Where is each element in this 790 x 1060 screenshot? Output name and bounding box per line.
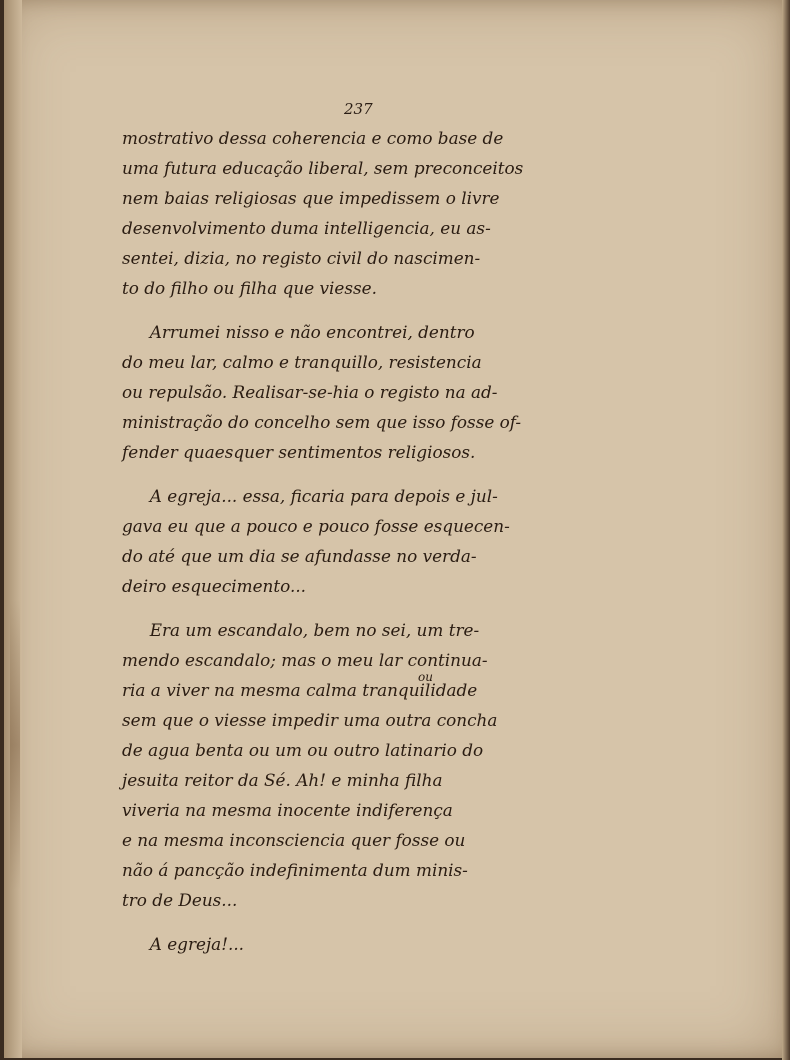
text-line: não á pancção indefinimenta dum minis- xyxy=(122,861,468,881)
text-line: fender quaesquer sentimentos religiosos. xyxy=(122,443,476,463)
manuscript-page xyxy=(4,0,782,1058)
text-line: jesuita reitor da Sé. Ah! e minha filha xyxy=(122,771,443,791)
text-line: viveria na mesma inocente indiferença xyxy=(122,801,453,821)
text-line: gava eu que a pouco e pouco fosse esquecen- xyxy=(122,517,510,537)
text-line: e na mesma inconsciencia quer fosse ou xyxy=(122,831,466,851)
text-line: sentei, dizia, no registo civil do nascimen- xyxy=(122,249,481,269)
text-line: desenvolvimento duma intelligencia, eu as- xyxy=(122,219,491,239)
paragraph-start-line: A egreja... essa, ficaria para depois e jul- xyxy=(149,487,498,507)
page-number: 237 xyxy=(344,100,373,118)
text-line: ria a viver na mesma calma tranquilidade xyxy=(122,681,478,701)
handwritten-text-block xyxy=(122,124,608,960)
text-line: nem baias religiosas que impedissem o livre xyxy=(122,189,500,209)
paragraph-start-line: A egreja!... xyxy=(149,935,245,955)
text-line: ministração do concelho sem que isso fosse of- xyxy=(122,413,522,433)
text-line: sem que o viesse impedir uma outra concha xyxy=(122,711,498,731)
text-line: uma futura educação liberal, sem preconceitos xyxy=(122,159,524,179)
interlinear-insertion: ou xyxy=(418,670,433,684)
text-line: mendo escandalo; mas o meu lar continua- xyxy=(122,651,488,671)
text-line: do meu lar, calmo e tranquillo, resistencia xyxy=(122,353,482,373)
text-line: de agua benta ou um ou outro latinario do xyxy=(122,741,484,761)
binding-stain xyxy=(10,600,20,890)
text-line: tro de Deus... xyxy=(122,891,238,911)
text-line: to do filho ou filha que viesse. xyxy=(122,279,377,299)
book-fore-edge xyxy=(782,0,790,1060)
paragraph-start-line: Era um escandalo, bem no sei, um tre- xyxy=(149,621,480,641)
paragraph-start-line: Arrumei nisso e não encontrei, dentro xyxy=(149,323,475,343)
text-line: do até que um dia se afundasse no verda- xyxy=(122,547,477,567)
text-line: mostrativo dessa coherencia e como base de xyxy=(122,129,504,149)
book-binding-edge xyxy=(4,0,22,1058)
text-line: deiro esquecimento... xyxy=(122,577,307,597)
text-line: ou repulsão. Realisar-se-hia o registo na ad- xyxy=(122,383,498,403)
